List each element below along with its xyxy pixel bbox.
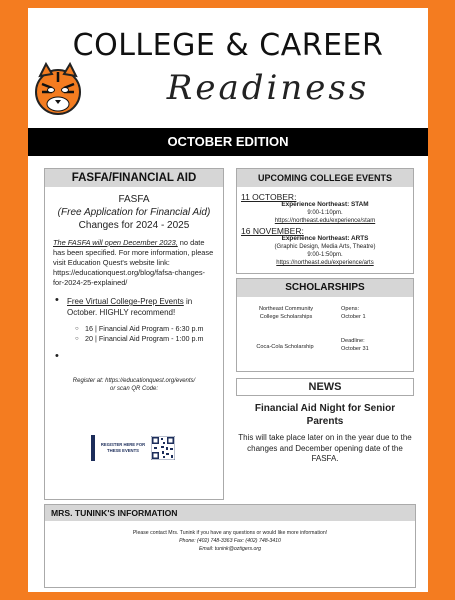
event-name: Experience Northeast: ARTS <box>281 235 369 242</box>
news-body <box>236 396 414 465</box>
list-item <box>55 296 223 318</box>
page-title: COLLEGE & CAREER <box>72 28 384 63</box>
right-column <box>236 168 414 465</box>
college-events-section <box>236 168 414 274</box>
scholarship-date-label: Deadline: <box>341 338 365 344</box>
news-text: This will take place later on in the year due to the changes and December opening date of the FASFA. <box>238 433 412 463</box>
event-detail: (Graphic Design, Media Arts, Theatre) <box>274 244 376 250</box>
contact-body <box>45 529 415 553</box>
event-link[interactable]: https://northeast.edu/experience/arts <box>276 260 374 266</box>
scholarship-name: Coca-Cola Scholarship <box>256 344 314 350</box>
event-date: 16 NOVEMBER: <box>241 226 304 236</box>
fasfa-title-block <box>45 193 223 232</box>
college-events-body <box>237 187 413 273</box>
contact-heading: MRS. TUNINK'S INFORMATION <box>45 505 415 521</box>
scholarship-date-value: October 31 <box>341 346 369 352</box>
fasfa-open-date: The FASFA will open December 2023, <box>53 238 178 247</box>
virtual-events-note: in October. HIGHLY recommend! <box>67 297 193 317</box>
events-bullet-list <box>55 296 223 318</box>
contact-phone: Phone: (402) 748-3363 Fax: (402) 748-3410 <box>179 538 281 544</box>
qr-code-icon <box>151 436 175 460</box>
fasfa-section <box>44 168 224 500</box>
register-label: REGISTER HERE FOR THESE EVENTS <box>100 442 146 453</box>
event-name: Experience Northeast: STAM <box>281 201 369 208</box>
scholarships-table <box>237 297 413 371</box>
empty-bullet-list <box>55 352 223 363</box>
fasfa-title-line2: (Free Application for Financial Aid) <box>57 207 211 218</box>
fasfa-heading: FASFA/FINANCIAL AID <box>45 169 223 187</box>
college-events-heading: UPCOMING COLLEGE EVENTS <box>237 169 413 187</box>
readiness-script-title: Readiness <box>166 68 370 108</box>
contact-line1: Please contact Mrs. Tunink if you have any questions or would like more information! <box>132 530 328 536</box>
scholarship-name: Northeast Community College Scholarships <box>258 306 314 320</box>
edition-banner: OCTOBER EDITION <box>28 128 428 156</box>
event-details <box>241 201 409 225</box>
scholarship-date-label: Opens: <box>341 306 360 312</box>
scholarships-heading: SCHOLARSHIPS <box>237 279 413 297</box>
event-dates-list <box>75 324 223 344</box>
register-qr-graphic[interactable] <box>91 435 183 461</box>
event-time: 9:00-1:10pm. <box>307 210 343 216</box>
list-item: ○ 20 | Financial Aid Program - 1:00 p.m <box>75 334 223 344</box>
contact-email[interactable]: Email: tunink@oztigers.org <box>198 546 262 552</box>
fasfa-paragraph-rest[interactable]: no date has been specified. For more information, please visit Education Quest's website link: https://educationquest.org/blog/fafsa-changes-for-2024-25-explained/ <box>53 238 214 287</box>
news-heading: NEWS <box>308 381 342 393</box>
fasfa-title-line3: Changes for 2024 - 2025 <box>78 220 190 231</box>
register-line1[interactable]: Register at: https://educationquest.org/events/ <box>72 378 196 384</box>
scholarships-section <box>236 278 414 372</box>
event-date: 11 OCTOBER: <box>241 192 297 202</box>
scholarship-date <box>341 337 391 353</box>
news-heading-box <box>236 378 414 396</box>
tiger-logo-icon <box>32 60 84 120</box>
list-item: ○ 16 | Financial Aid Program - 6:30 p.m <box>75 324 223 334</box>
event-link[interactable]: https://northeast.edu/experience/stam <box>274 218 376 224</box>
register-info <box>45 377 223 393</box>
news-headline: Financial Aid Night for Senior Parents <box>254 403 396 427</box>
scholarship-date-value: October 1 <box>341 314 366 320</box>
event-time: 9:00-1:50pm. <box>307 252 343 258</box>
fasfa-paragraph <box>53 238 215 288</box>
virtual-events-link[interactable]: Free Virtual College-Prep Events <box>67 297 184 306</box>
list-item <box>55 352 223 363</box>
register-line2: or scan QR Code: <box>109 386 159 392</box>
fasfa-title-line1: FASFA <box>118 194 150 205</box>
newsletter-page <box>28 8 428 592</box>
contact-info-section <box>44 504 416 588</box>
event-details <box>241 235 409 267</box>
scholarship-date <box>341 305 391 321</box>
